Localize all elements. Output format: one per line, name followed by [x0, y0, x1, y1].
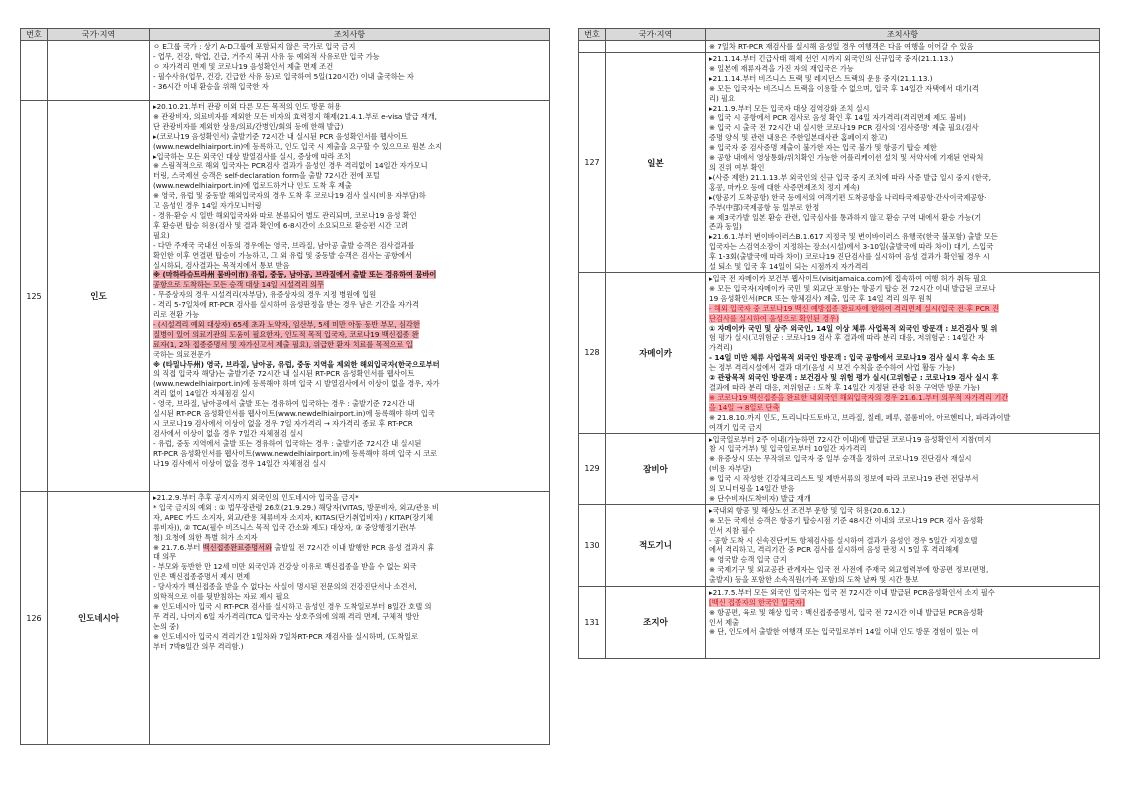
measure-line: [153, 543, 546, 553]
country-name: [606, 41, 706, 53]
measure-text: 고 음성인 경우 14일 자가모니터링: [153, 201, 262, 211]
country-name: 자메이카: [606, 273, 706, 434]
measure-line: [153, 360, 546, 370]
measure-text: 의 진위 여부 확인: [709, 162, 765, 172]
measure-line: [153, 102, 546, 112]
measure-line: [153, 642, 546, 652]
measure-text: 여객기 입국 금지: [709, 422, 763, 432]
measure-line: [709, 252, 1096, 262]
measure-text: ※ 입국 시 작성한 긴강체크리스트 및 제반서류의 정보에 따라 코로나19 관련 전담부서: [709, 474, 979, 484]
header-measure: 조치사항: [150, 29, 550, 41]
measure-text: 입국자는 스검역소장이 지정하는 장소(시설)에서 3-10일(출발국에 따라 차이) 대기, 스입국: [709, 242, 994, 252]
measure-line: [153, 389, 546, 399]
measure-text: ㅇ 자가격리 면제 및 코로나19 음성확인서 제출 면제 조건: [153, 61, 334, 71]
measure-line: [709, 262, 1096, 272]
measure-text: ※ 항공편, 육로 및 해상 입국 : 백신접종증명서, 입국 전 72시간 이내 발급된 PCR음성확: [709, 607, 984, 617]
measure-line: [709, 373, 1096, 383]
measure-text: ▸21.7.5.부터 모든 외국인 입국자는 입국 전 72시간 이내 발급된 PCR음성확인서 소지 필수: [709, 587, 995, 597]
measure-line: [153, 280, 546, 290]
measure-text: ▸21.1.14.부터 비즈니스 트랙 및 레지던스 트랙의 운용 중지(21.1.13.): [709, 73, 933, 83]
measure-text: ※ 관광비자, 의료비자를 제외한 모든 비자의 효력정지 해제(21.4.1.부로 e-visa 발급 재개,: [153, 111, 437, 121]
measure-text: ※ 7일차 RT-PCR 재검사를 실시해 음성일 경우 여행객은 다음 여행을 이어갈 수 있음: [709, 42, 974, 51]
measure-cell: [706, 504, 1100, 586]
measure-text: ※ 21.8.10.까지 인도, 트리니다드토바고, 브라질, 칠레, 페루, 콜롬비아, 아르헨티나, 파라과이발: [709, 412, 1011, 422]
measure-line: [709, 598, 1096, 608]
measure-text: 논의 중): [153, 621, 179, 631]
header-num: 번호: [579, 29, 606, 41]
measure-text: 주부(中部)국제공항 등 일부로 한정: [709, 202, 820, 212]
measure-text: ※ 입국자 중 검사증명 제출이 불가한 자는 입국 불가 및 항공기 탑승 제한: [709, 143, 937, 153]
measure-text: ※ 인도네시아 입국 시 RT-PCR 검사를 실시하고 음성인 경우 도착일로부터 8일간 호텔 의: [153, 601, 432, 611]
measure-text: 출발일 전 72시간 이내 발행한 PCR 음성 결과지 휴: [272, 542, 435, 552]
measure-text: 부터 7박8일간 의무 격리함.): [153, 641, 244, 651]
measure-text: ※ 코로나19 백신접종을 완료한 내외국인 해외입국자의 경우 21.6.1.부터 의무적 자가격리 기간: [709, 392, 1009, 402]
measure-line: [709, 506, 1096, 516]
measure-line: [153, 161, 546, 171]
row-number: 127: [579, 53, 606, 273]
measure-text: - 14일 미만 체류 사업목적 외국인 방문객 : 입국 공항에서 코로나19 검사 실시 후 숙소 또: [709, 353, 995, 363]
measure-text: ▸(사증 제한) 21.1.13.부 외국인의 신규 입국 중지 조치에 따라 사증 발급 일시 중지 (한국,: [709, 172, 992, 182]
measure-line: [153, 191, 546, 201]
measure-line: [153, 399, 546, 409]
table-header: [21, 29, 550, 41]
measure-line: [709, 163, 1096, 173]
measure-line: [709, 627, 1096, 637]
measure-line: [153, 171, 546, 181]
measure-text: 격리 없이 14일간 자체점검 실시: [153, 389, 255, 399]
measure-text: ① 자메이카 국민 및 상주 외국인, 14일 이상 체류 사업목적 외국인 방문객 : 보건검사 및 위: [709, 323, 998, 333]
measure-line: [153, 290, 546, 300]
measure-line: [153, 122, 546, 132]
measure-line: [153, 493, 546, 503]
measure-text: ▸20.10.21.부터 관광 이외 다른 모든 목적의 인도 방문 허용: [153, 102, 342, 111]
measure-line: [153, 261, 546, 271]
measure-line: [153, 562, 546, 572]
measure-text: 인은 백신접종증명서 제시 면제: [153, 572, 251, 582]
measure-text: [백신 접종자의 한국인 입국자]: [709, 597, 805, 607]
country-name: 조지아: [606, 586, 706, 658]
measure-line: [709, 133, 1096, 143]
table-row: [21, 101, 550, 492]
country-name: 일본: [606, 53, 706, 273]
measure-text: 자, APEC 카드 소지자, 외교/관용 체류비자 소지자, KITAS(단기취업비자) / KITAP(장기체: [153, 512, 434, 522]
measure-line: [709, 104, 1096, 114]
measure-line: [709, 575, 1096, 585]
measure-line: [153, 42, 546, 52]
measure-line: [709, 435, 1096, 445]
measure-text: ▸입국일로부터 2주 이내(가능하면 72시간 이내)에 발급된 코로나19 음성확인서 지참(미지: [709, 434, 992, 444]
measure-line: [153, 449, 546, 459]
measure-line: [153, 320, 546, 330]
measure-line: [153, 132, 546, 142]
measure-line: [709, 242, 1096, 252]
measure-line: [153, 429, 546, 439]
measure-text: 의 모니터링을 14일간 받음: [709, 484, 795, 494]
measure-text: ※ 모든 입국자는 비즈니스 트랙을 이용할 수 없으며, 입국 후 14일간 자택에서 대기(격: [709, 83, 979, 93]
row-number: 130: [579, 504, 606, 586]
measure-line: [153, 52, 546, 62]
measure-line: [153, 582, 546, 592]
measure-text: 무 격리, 나머지 6일 자가격리(TCA 입국자는 상호주의에 의해 격리 면제, 구체적 방안: [153, 611, 420, 621]
measure-line: [709, 193, 1096, 203]
measure-text: ※ 단, 인도에서 출발한 여행객 또는 입국일로부터 14일 이내 인도 방문 경험이 있는 여: [709, 627, 979, 637]
country-name: [48, 41, 150, 101]
entry-table-left: [20, 28, 550, 745]
measure-line: [709, 143, 1096, 153]
measure-line: [709, 555, 1096, 565]
measure-text: 공항으로 도착하는 모든 승객 대상 14일 시설격리 의무: [153, 280, 324, 290]
table-row: [579, 53, 1100, 273]
measure-text: - 경유·환승 시 일반 해외입국자와 따로 분류되어 별도 관리되며, 코로나19 음성 확인: [153, 210, 417, 220]
row-number: 129: [579, 433, 606, 504]
measure-text: 홍콩, 마카오 등에 대한 사증면제조치 정지 계속): [709, 182, 860, 192]
measure-text: ▸21.1.14.부터 긴급사태 해제 선언 시까지 외국인의 신규입국 중지(21.1.13.): [709, 54, 954, 63]
measure-line: [709, 545, 1096, 555]
measure-text: 터링, 스국제선 승객은 self-declaration form을 출발 72시간 전에 포털: [153, 171, 380, 181]
measure-text: 검사에서 이상이 없을 경우 7일간 자체점검 실시: [153, 428, 304, 438]
measure-text: - 해외 입국자 중 코로나19 백신 예방접종 완료자에 한하여 격리면제 실시(입국 전·후 PCR 진: [709, 303, 1000, 313]
measure-text: ※ 21.7.6.부터: [153, 542, 203, 552]
measure-line: [709, 444, 1096, 454]
measure-text: 에서 격리하고, 격리기간 중 PCR 검사를 실시하여 음성 판정 시 5일 후 격리해제: [709, 545, 959, 555]
measure-text: 19 음성확인서(PCR 또는 항체검사) 제출, 입국 후 14일 격리 의무 원칙: [709, 293, 933, 303]
measure-cell: [706, 586, 1100, 658]
measure-line: [709, 363, 1096, 373]
measure-line: [709, 74, 1096, 84]
measure-line: [709, 213, 1096, 223]
measure-line: [153, 340, 546, 350]
measure-text: ② 관광목적 외국인 방문객 : 보건검사 및 위험 평가 실시(고위험군 : 코로나19 검사 실시 후: [709, 373, 999, 383]
measure-text: - 부모와 동반한 만 12세 미만 외국인과 건강상 이유로 백신접종을 받을 수 없는 외국: [153, 562, 417, 572]
measure-line: [709, 353, 1096, 363]
measure-line: [709, 64, 1096, 74]
measure-line: [709, 333, 1096, 343]
measure-text: RT-PCR 음성확인서를 웹사이트(www.newdelhiairport.in)에 등록해야 하며 입국 시 코로: [153, 448, 438, 458]
measure-line: [709, 294, 1096, 304]
measure-line: [153, 201, 546, 211]
measure-text: 험 평가 실시(고위험군 : 코로나19 검사 후 결과에 따라 분리 대응, 저위험군 : 14일간 자: [709, 333, 985, 343]
measure-line: [153, 622, 546, 632]
measure-line: [153, 572, 546, 582]
measure-text: ▸국내외 항공 및 해상노선 조건부 운항 및 입국 허용(20.6.12.): [709, 505, 906, 515]
measure-text: 는 정부 격리시설에서 결과 대기(음성 시 보건 수칙을 준수하여 사업 활동 가능): [709, 363, 955, 373]
measure-line: [709, 304, 1096, 314]
header-country: 국가·지역: [48, 29, 150, 41]
right-column: [578, 28, 1100, 659]
measure-text: 확인한 이후 연결편 탑승이 가능하고, 그 외 유럽 및 중동발 승객은 검사는 공항에서: [153, 250, 412, 260]
measure-text: 리로 전환 가능: [153, 310, 200, 320]
measure-line: [709, 84, 1096, 94]
measure-line: [153, 592, 546, 602]
measure-text: (www.newdelhiairport.in)에 등록해야 하며 입국 시 발열검사에서 이상이 없을 경우, 자가: [153, 379, 440, 389]
measure-text: 인서 제출: [709, 617, 740, 627]
row-number: 125: [21, 101, 48, 492]
measure-line: [153, 419, 546, 429]
measure-text: 가격리): [709, 343, 733, 353]
measure-text: 시 코로나19 검사에서 이상이 없을 경우 7일 자가격리 → 자가격리 종료 후 RT-PCR: [153, 419, 413, 428]
measure-text: ※ 모든 입국자(자메이카 국민 및 외교단 포함)는 항공기 탑승 전 72시간 이내 발급된 코로나: [709, 283, 996, 293]
measure-line: [709, 454, 1096, 464]
measure-line: [153, 112, 546, 122]
measure-text: ※ 공항 내에서 영상통화/위치확인 가능한 어플리케이션 설치 및 서약서에 기재된 연락처: [709, 153, 984, 163]
measure-line: [709, 565, 1096, 575]
measure-line: [709, 484, 1096, 494]
country-name: 인도: [48, 101, 150, 492]
measure-line: [153, 152, 546, 162]
measure-text: 대 의무: [153, 552, 177, 562]
measure-line: [153, 513, 546, 523]
table-row: [579, 504, 1100, 586]
measure-line: [709, 183, 1096, 193]
measure-text: ※ 영국발 승객 입국 금지: [709, 555, 787, 565]
header-num: 번호: [21, 29, 48, 41]
measure-text: 후 1-3회(출발국에 따라 차이) 코로나19 진단검사를 실시하여 음성 결과가 확인될 경우 시: [709, 252, 990, 262]
measure-text: ※ 국제기구 및 외교공관 관계자는 입국 전 사전에 주재국 외교협력부에 항공편 정보(편명,: [709, 565, 989, 575]
measure-line: [709, 314, 1096, 324]
measure-text: (www.newdelhiairport.in)에 업로드하거나 인도 도착 후 제출: [153, 181, 352, 191]
header-measure: 조치사항: [706, 29, 1100, 41]
measure-line: [709, 536, 1096, 546]
measure-text: 인서 지참 필수: [709, 525, 756, 535]
header-country: 국가·지역: [606, 29, 706, 41]
measure-line: [153, 459, 546, 469]
measure-text: - 격리 5-7일차에 RT-PCR 검사를 실시하여 음성판정을 받는 경우 남은 기간을 자가격: [153, 300, 419, 310]
table-header: [579, 29, 1100, 41]
measure-text: - 영국, 브라질, 남아공에서 출발 또는 경유하여 입국하는 경우 : 출발기준 72시간 내: [153, 399, 415, 409]
row-number: 126: [21, 492, 48, 745]
measure-line: [153, 221, 546, 231]
measure-text: ▸입국하는 모든 외국인 대상 발열검사를 실시, 증상에 따라 조치: [153, 151, 351, 161]
measure-line: [709, 42, 1096, 52]
measure-text: 의학적으로 이를 뒷받침하는 자료 제시 필요: [153, 592, 290, 602]
measure-text: 존과 동일): [709, 222, 742, 232]
measure-line: [709, 393, 1096, 403]
measure-line: [153, 62, 546, 72]
measure-line: [709, 494, 1096, 504]
measure-text: ▸21.2.9.부터 추후 공지시까지 외국인의 인도네시아 입국을 금지*: [153, 493, 359, 502]
measure-text: 료자(1, 2차 접종증명서 및 자가신고서 제출 필요), 위급한 환자 치료를 목적으로 입: [153, 339, 413, 349]
measure-line: [709, 173, 1096, 183]
measure-text: 참 시 입국거부) 및 입국일로부터 10일간 자가격리: [709, 444, 867, 454]
measure-text: - (시설격리 예외 대상자) 65세 초과 노약자, 임산부, 5세 미만 아동 동반 부모, 심각한: [153, 319, 420, 329]
measure-text: ※ (마하라슈트라州 뭄바이市) 유럽, 중동, 남아공, 브라질에서 출발 또는 경유하여 뭄바이: [153, 270, 437, 280]
measure-text: - 다만 주재국 국내선 이동의 경우에는 영국, 브라질, 남아공 출발 승객은 검사결과를: [153, 240, 415, 250]
measure-line: [153, 523, 546, 533]
measure-line: [709, 474, 1096, 484]
measure-line: [709, 608, 1096, 618]
measure-line: [709, 123, 1096, 133]
measure-cell: [706, 273, 1100, 434]
table-row: [21, 41, 550, 101]
entry-table-right: [578, 28, 1100, 659]
measure-text: 실시하되, 검사결과는 목적지에서 통보 받음: [153, 260, 290, 270]
measure-text: ※ 유증상시 또는 무작위로 입국자 중 일부 승객을 정하여 코로나19 진단검사 재실시: [709, 454, 972, 464]
measure-line: [709, 588, 1096, 598]
measure-text: - 유럽, 중동 지역에서 출발 또는 경유하여 입국하는 경우 : 출발기준 72시간 내 실시된: [153, 438, 422, 448]
measure-line: [153, 439, 546, 449]
measure-text: 의 직접 입국자 해당)는 출발기준 72시간 내 실시된 RT-PCR 음성확인서를 웹사이트: [153, 369, 415, 379]
measure-line: [709, 343, 1096, 353]
measure-text: ※ 스림적적으로 해외 입국자는 PCR검사 결과가 음성인 경우 격리없이 14일간 자가모니: [153, 161, 428, 171]
measure-cell: [706, 433, 1100, 504]
measure-text: 국하는 의료전문가: [153, 349, 211, 359]
measure-line: [153, 612, 546, 622]
measure-text: - 당사자가 백신접종을 받을 수 없다는 사실이 명시된 전문의의 건강진단서나 소견서,: [153, 582, 417, 592]
highlighted-text: 백신접종완료증명서와: [202, 542, 273, 552]
measure-text: (www.newdelhiairport.in)에 등록하고, 인도 입국 시 제출을 요구할 수 있으므로 원본 소지: [153, 141, 442, 151]
measure-text: ※ 일본에 재류자격을 가진 자의 재입국은 가능: [709, 63, 854, 73]
measure-line: [709, 153, 1096, 163]
measure-cell: [150, 41, 550, 101]
measure-line: [709, 383, 1096, 393]
measure-text: 후 환승편 탑승 허용(검사 및 결과 확인에 6-8시간이 소요되므로 환승편 시간 고려: [153, 220, 408, 230]
measure-line: [153, 142, 546, 152]
measure-text: * 입국 금지의 예외 : ① 법무장관령 26호(21.9.29.) 해당자(VITAS, 방문비자, 외교/관용 비: [153, 502, 439, 512]
measure-text: ▸입국 전 자메이카 보건부 웹사이트(visitjamaica.com)에 접속하여 여행 허가 취득 필요: [709, 274, 987, 283]
measure-line: [153, 211, 546, 221]
measure-line: [709, 274, 1096, 284]
measure-text: ㅇ E그룹 국가 : 상기 A-D그룹에 포함되지 않은 국가로 입국 금지: [153, 42, 356, 51]
measure-line: [709, 618, 1096, 628]
measure-line: [153, 310, 546, 320]
measure-line: [709, 284, 1096, 294]
measure-text: ※ 입국 시 출국 전 72시간 내 실시한 코로나19 PCR 검사의 '검사증명' 제출 필요(검사: [709, 123, 979, 133]
measure-line: [709, 324, 1096, 334]
measure-text: 결과에 따라 분리 대응, 저위험군 : 도착 후 14일간 지정된 관광 허용 구역만 방문 가능): [709, 382, 980, 392]
table-row: [579, 586, 1100, 658]
measure-line: [709, 94, 1096, 104]
measure-line: [709, 526, 1096, 536]
measure-text: 설 퇴소 및 입국 후 14일이 되는 시점까지 자가격리: [709, 262, 869, 272]
measure-line: [153, 602, 546, 612]
measure-text: ▸(항공기 도착공항) 한국 등에서의 여객기편 도착공항을 나리타국제공항·간사이국제공항·: [709, 192, 987, 202]
measure-line: [153, 241, 546, 251]
measure-line: [709, 54, 1096, 64]
measure-line: [153, 533, 546, 543]
row-number: [21, 41, 48, 101]
measure-text: 리) 필요: [709, 93, 735, 103]
measure-text: 단 관광비자를 제외한 상용/의료/간병인/회의 등에 한해 발급): [153, 121, 344, 131]
table-row: [21, 492, 550, 745]
measure-line: [153, 251, 546, 261]
measure-line: [709, 232, 1096, 242]
measure-line: [709, 413, 1096, 423]
measure-line: [153, 350, 546, 360]
measure-text: 실시된 RT-PCR 음성확인서를 웹사이트(www.newdelhiairport.in)에 등록해야 하며 입국: [153, 409, 435, 419]
measure-text: 증명 양식 및 관련 내용은 주한일본대사관 홈페이지 참고): [709, 133, 888, 143]
measure-text: 류비자)), ② TCA(필수 비즈니스 목적 입국 간소화 제도) 대상자, ③ 중앙행정기관(부: [153, 522, 416, 532]
measure-text: ※ 인도네시아 입국시 격리기간 1일차와 7일차RT-PCR 재검사를 실시하며, (도착일로: [153, 631, 419, 641]
measure-line: [709, 222, 1096, 232]
measure-cell: [150, 101, 550, 492]
measure-text: ※ (타밀나두州) 영국, 브라질, 남아공, 유럽, 중동 지역을 제외한 해외입국자(한국으로부터: [153, 359, 440, 369]
measure-text: 청) 요청에 의한 특별 허가 소지자: [153, 532, 258, 542]
measure-text: 출발지) 등을 포함한 소속직원(가족 포함)의 도착 날짜 및 시간 통보: [709, 575, 919, 585]
country-name: 잠비아: [606, 433, 706, 504]
measure-line: [709, 423, 1096, 433]
measure-line: [153, 300, 546, 310]
measure-line: [153, 231, 546, 241]
measure-cell: [150, 492, 550, 745]
table-row: [579, 41, 1100, 53]
table-row: [579, 273, 1100, 434]
measure-text: ※ 영국, 유럽 및 중동발 해외입국자의 경우 도착 후 코로나19 검사 실시(비용 자부담)하: [153, 191, 426, 201]
measure-text: 을 14일 → 8일로 단축: [709, 402, 780, 412]
measure-text: 단검사를 실시하여 음성으로 확인된 경우): [709, 313, 839, 323]
measure-text: - 업무, 건강, 학업, 긴급, 거주지 복귀 사유 등 예외적 사유로만 입국 가능: [153, 51, 380, 61]
measure-text: - 36시간 이내 환승을 위해 입국한 자: [153, 81, 269, 91]
row-number: 131: [579, 586, 606, 658]
measure-text: - 공항 도착 시 신속진단키트 항체검사를 실시하여 결과가 음성인 경우 5일간 지정호텔: [709, 535, 978, 545]
measure-line: [709, 203, 1096, 213]
measure-cell: [706, 53, 1100, 273]
left-column: [20, 28, 550, 745]
measure-line: [709, 113, 1096, 123]
measure-text: (비용 자부담): [709, 464, 752, 474]
measure-line: [709, 516, 1096, 526]
row-number: 128: [579, 273, 606, 434]
measure-line: [153, 503, 546, 513]
measure-line: [153, 369, 546, 379]
measure-line: [153, 552, 546, 562]
measure-line: [153, 379, 546, 389]
measure-text: ▸21.6.1.부터 변이바이러스B.1.617 지정국 및 변이바이러스 유행국(한국 불포함) 출발 모든: [709, 232, 998, 242]
country-name: 적도기니: [606, 504, 706, 586]
measure-line: [153, 270, 546, 280]
measure-text: 질병이 있어 의료기관의 도움이 필요한자, 인도적 목적 입국자, 코로나19 백신접종 완: [153, 329, 419, 339]
row-number: [579, 41, 606, 53]
measure-cell: [706, 41, 1100, 53]
measure-line: [153, 409, 546, 419]
measure-line: [153, 181, 546, 191]
measure-text: 필요): [153, 230, 170, 240]
measure-line: [153, 72, 546, 82]
measure-line: [153, 632, 546, 642]
measure-text: ※ 단수비자(도착비자) 발급 재개: [709, 493, 811, 503]
measure-line: [709, 403, 1096, 413]
measure-text: ▸(코로나19 음성확인서) 출발기준 72시간 내 실시된 PCR 음성확인서를 웹사이트: [153, 131, 408, 141]
measure-text: 나19 검사에서 이상이 없을 경우 14일간 자체점검 실시: [153, 458, 327, 468]
measure-line: [709, 464, 1096, 474]
measure-text: - 필수사유(업무, 건강, 긴급한 사유 등)로 입국하여 5일(120시간) 이내 출국하는 자: [153, 71, 414, 81]
measure-text: ※ 모든 국제선 승객은 항공기 탑승시점 기준 48시간 이내의 코로나19 PCR 검사 음성확: [709, 515, 984, 525]
measure-text: ▸21.1.9.부터 모든 입국자 대상 검역강화 조치 실시: [709, 103, 870, 113]
measure-text: ※ 제3국가발 일본 환승 관련, 입국심사를 통과하지 않고 환승 구역 내에서 환승 가능(기: [709, 212, 982, 222]
table-row: [579, 433, 1100, 504]
measure-text: - 무증상자의 경우 시설격리(자부담), 유증상자의 경우 지정 병원에 입원: [153, 290, 377, 300]
measure-line: [153, 330, 546, 340]
measure-text: ※ 입국 시 공항에서 PCR 검사로 음성 확인 후 14일 자가격리(격리면제 제도 불비): [709, 113, 966, 123]
country-name: 인도네시아: [48, 492, 150, 745]
measure-line: [153, 82, 546, 92]
